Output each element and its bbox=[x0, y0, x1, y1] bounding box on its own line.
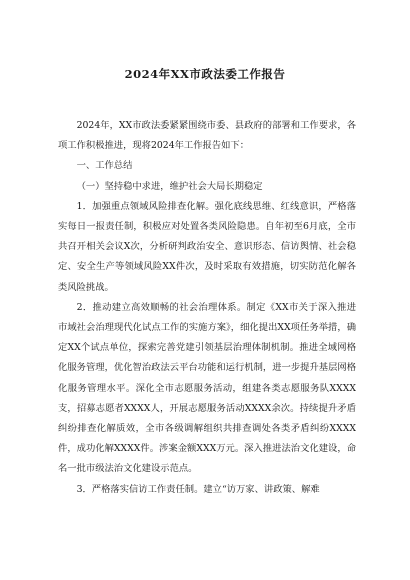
subsection-heading: （一）坚持稳中求进，维护社会大局长期稳定 bbox=[76, 180, 263, 192]
intro-paragraph: 2024年，XX市政法委紧紧围绕市委、县政府的部署和工作要求，各项工作积极推进，现将2024年工作报告如下： bbox=[58, 120, 356, 152]
document-title: 2024年XX市政法委工作报告 bbox=[124, 67, 286, 81]
document-body bbox=[58, 116, 356, 500]
body-paragraph: 3．严格落实信访工作责任制。建立“访万家、讲政策、解难 bbox=[76, 483, 320, 495]
body-paragraph: 1．加强重点领域风险排查化解。强化底线思维、红线意识，严格落实每日一报责任制，积极应对处置各类风险隐患。自年初至6月底，全市共召开相关会议X次，分析研判政治安全、意识形态、信访舆情、社会稳定、安全生产等领域风险XX件次，及时采取有效措施，切实防范化解各类风险挑战。 bbox=[58, 200, 356, 293]
body-paragraph: 2．推动建立高效顺畅的社会治理体系。制定《XX市关于深入推进市域社会治理现代化试点工作的实施方案》，细化提出XX项任务举措，确定XX个试点单位，探索完善党建引领基层治理体制机制。推进全域网格化服务管理，优化智治政法云平台功能和运行机制，进一步提升基层网格化服务管理水平。深化全市志愿服务活动，组建各类志愿服务队XXXX支，招募志愿者XXXX人，开展志愿服务活动XXXX余次。持续提升矛盾纠纷排查化解质效，全市各级调解组织共排查调处各类矛盾纠纷XXXX件，成功化解XXXX件。涉案金额XXX万元。深入推进法治文化建设，命名一批市级法治文化建设示范点。 bbox=[58, 301, 356, 475]
section-heading: 一、工作总结 bbox=[76, 160, 133, 172]
